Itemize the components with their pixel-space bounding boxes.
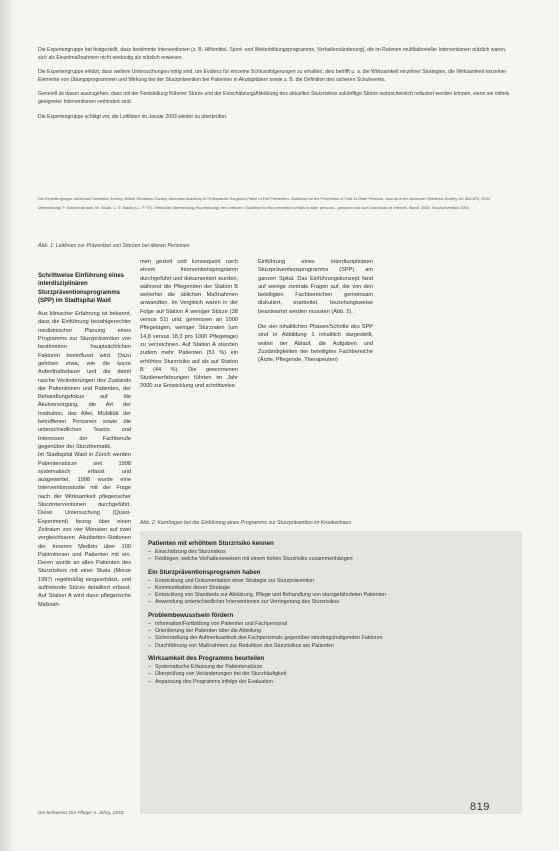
journal-footer: Die Schwester Der Pfleger 4. Jahrg. 10/02: [38, 810, 125, 815]
intro-paragraph-2: Die Expertengruppe erklärt, dass weitere Untersuchungen nötig sind, um Evidenz für einzelne Schlussfolgerungen zu erhalten, dies betrifft u. a. die Wirksamkeit einzelner Strategien, die Wirksamkeit einzelner Elemente von Übungsprogrammen und Wirkung bei der Sturzprävention bei Patienten in Akutspitälern sowie z. B. die Definition des sicheren Schuhwerks.: [38, 69, 507, 83]
page-number: 819: [470, 801, 490, 813]
box-item: – Anwendung unterschiedlicher Interventionen zur Verringerung des Sturzrisikos: [148, 599, 518, 606]
box-item: – Festlegen, welche Verhaltensweisen mit einem hohen Sturzrisiko zusammenhängen: [148, 556, 518, 563]
intro-paragraph-1: Die Expertengruppe hat festgestellt, dass bestimmte Interventionen (z. B. Hilfsmittel, Sport- und Weiterbildungsprogramme, Verhaltensänderung), die im Rahmen multifaktorieller Interventionen nützlich waren, sich als Einzelmaßnahmen nicht eindeutig als nützlich erwiesen.: [38, 47, 507, 61]
core-questions-box: [140, 531, 522, 814]
figure-2-caption: Abb. 2: Kernfragen bei der Einführung eines Programms zur Sturzprävention im Krankenhaus: [140, 520, 351, 526]
column-left-text-1: Aus klinischer Erfahrung ist bekannt, dass die Einführung bezahlgerechter medizinischer Planung eines Programms zur Sturzprävention von bestimmten hauptsächlichen Faktoren beeinflusst wird. Dazu gehören etwa, wie die kurze Aufenthaltsdauer und die damit rasche Veränderungen des Zustands der Patientinnen und Patienten, der Behandlungsfokus auf die Akutversorgung, die Art der Institution, das Alter, Mobilität der betroffenen Personen sowie die unterschiedlichen Teams und Interessen der Fachberufe gegenüber der Sturzthematik.: [38, 311, 131, 450]
box-section-title: Patienten mit erhöhtem Sturzrisiko kennen: [148, 540, 274, 547]
intro-text: [38, 47, 516, 128]
box-section-title: Wirksamkeit des Programms beurteilen: [148, 654, 265, 662]
column-right-text-1: Einführung eines interdisziplinären Sturzpräventionsprogramms (SPP) am ganzen Spital. Das Einführungskonzept fand auf wenige zentrale Fragen auf, die von den beteiligten Fachbereichen gemeinsam diskutiert, erarbeitet, beziehungsweise beantwortet werden mussten (Abb. 2).: [258, 259, 373, 315]
box-item: – Anpassung des Programms infolge der Evaluation: [148, 679, 518, 686]
reference-2: Übersetzung: P. Schwendimann, M. Glaab, C. E. Baum (LL. P. ST). Verkürzte Übersetzung (Kurzfassung) der Leitlinien: Guideline for the prevention of falls in older persons – prepared nur zum Download im Internet, Stand: 2004, Sturzprävention 2004.: [38, 204, 470, 210]
column-left-text-2: Im Stadtspital Waid in Zürich werden Patientenstürze seit 1998 systematisch erfasst und ausgewertet. 1998 wurde eine Interventionsstudie mit der Frage nach der Wirksamkeit pflegerischer Sturzinterventionen durchgeführt. Diese Untersuchung (Quasi-Experiment) bezog über einen Zeitraum von vier Monaten auf zwei vergleichbaren Akutbetten-Stationen der Inneren Medizin über 100 Patientinnen und Patienten mit ein. Deren wurde an allen Patienten des Sturzrisikos mit einer Skala (Morse 1997) regelmäßig eingeschätzt, und auftretende Stürze detailliert erfasst. Auf Station A wird dann pflegerische Maßnah-: [38, 452, 131, 608]
box-item: – Information/Fortbildung von Patienten und Fachpersonal: [148, 621, 518, 628]
box-item: – Durchführung von Maßnahmen zur Reduktion des Sturzrisikos am Patienten: [148, 643, 518, 650]
intro-paragraph-4: Die Expertengruppe schlägt vor, die Leitlinien im Januar 2003 wieder zu überprüfen.: [38, 113, 228, 120]
box-item: – Kommunikation dieser Strategie: [148, 585, 518, 592]
column-middle: [140, 258, 238, 391]
box-section-title: Problembewusstsein fördern: [148, 611, 234, 619]
box-item: – Entwicklung und Dokumentation einer Strategie zur Sturzprävention: [148, 578, 518, 585]
box-section-title: Ein Sturzpräventionsprogramm haben: [148, 568, 261, 576]
figure-1-caption: Abb. 1: Leitlinien zur Prävention von Stürzen bei älteren Personen: [38, 243, 190, 249]
box-item: – Einschätzung des Sturzrisikos: [148, 549, 518, 556]
page-edge-shadow: [0, 0, 14, 851]
intro-paragraph-3: Generell ist davon auszugehen, dass mit der Feststellung früherer Stürze und der Einschätzung/Abklärung des aktuellen Sturzrisikos zukünftige Stürze wahrscheinlich reduziert werden können, wenn sie mittels geeigneter Interventionen verhindert sind.: [38, 91, 510, 105]
box-item: – Überprüfung von Veränderungen bei der Sturzhäufigkeit: [148, 671, 518, 678]
section-title: Schrittweise Einführung eines interdisziplinären Sturzpräventionsprogramms (SPP) im Stadtspital Waid: [38, 273, 125, 304]
box-item: – Sicherstellung der Aufmerksamkeit des Fachpersonals gegenüber sturzbegünstigenden Faktoren: [148, 635, 518, 642]
column-right: [258, 258, 373, 365]
column-right-text-2: Die vier inhaltlichen Phasen/Schritte des SPP sind in Abbildung 1 inhaltlich dargestellt, wobei der Ablauf, die Aufgaben und Zuständigkeiten der beteiligten Fachbereiche (Ärzte, Pflegende, Therapeuten): [258, 324, 373, 364]
reference-1: Die Expertengruppe: American Geriatrics Society, British Geriatrics Society, American Academy of Orthopaedic Surgeons Panel of Fall Prevention: Guideline for the Prevention of Falls in Older Persons. Journal of the American Geriatrics Society 49: 664-672, 2001.: [38, 196, 492, 201]
box-item: – Systematische Erfassung der Patientenstürze: [148, 664, 518, 671]
column-left: [38, 258, 131, 609]
column-middle-text: men gezielt und konsequent nach einem Interventionsprogramm durchgeführt und dokumentiert wurden, während die Pflegenden der Station B weiterhin die üblichen Maßnahmen anwandten. Im Vergleich waren in der Folge auf Station A weniger Stürze (38 versus 51) und, gemessen an 1000 Pflegetagen, weniger Sturzraten (um 14,8 versus 18,3 pro 1000 Pflegetage) zu verzeichnen. Auf Station A stürzten zudem mehr Patienten (51 %) ein erhöhtes Sturzrisiko auf als auf Station B (44 %). Die gewonnenen Studienerfahrungen führten im Jahr 2000 zur Entwicklung und schrittweise: [140, 259, 238, 390]
box-item: – Entwicklung von Standards zur Abklärung, Pflege und Behandlung von sturzgefährdeten Patienten: [148, 592, 518, 599]
box-item: – Orientierung der Patienten über die Abteilung: [148, 628, 518, 635]
references: [38, 196, 516, 213]
